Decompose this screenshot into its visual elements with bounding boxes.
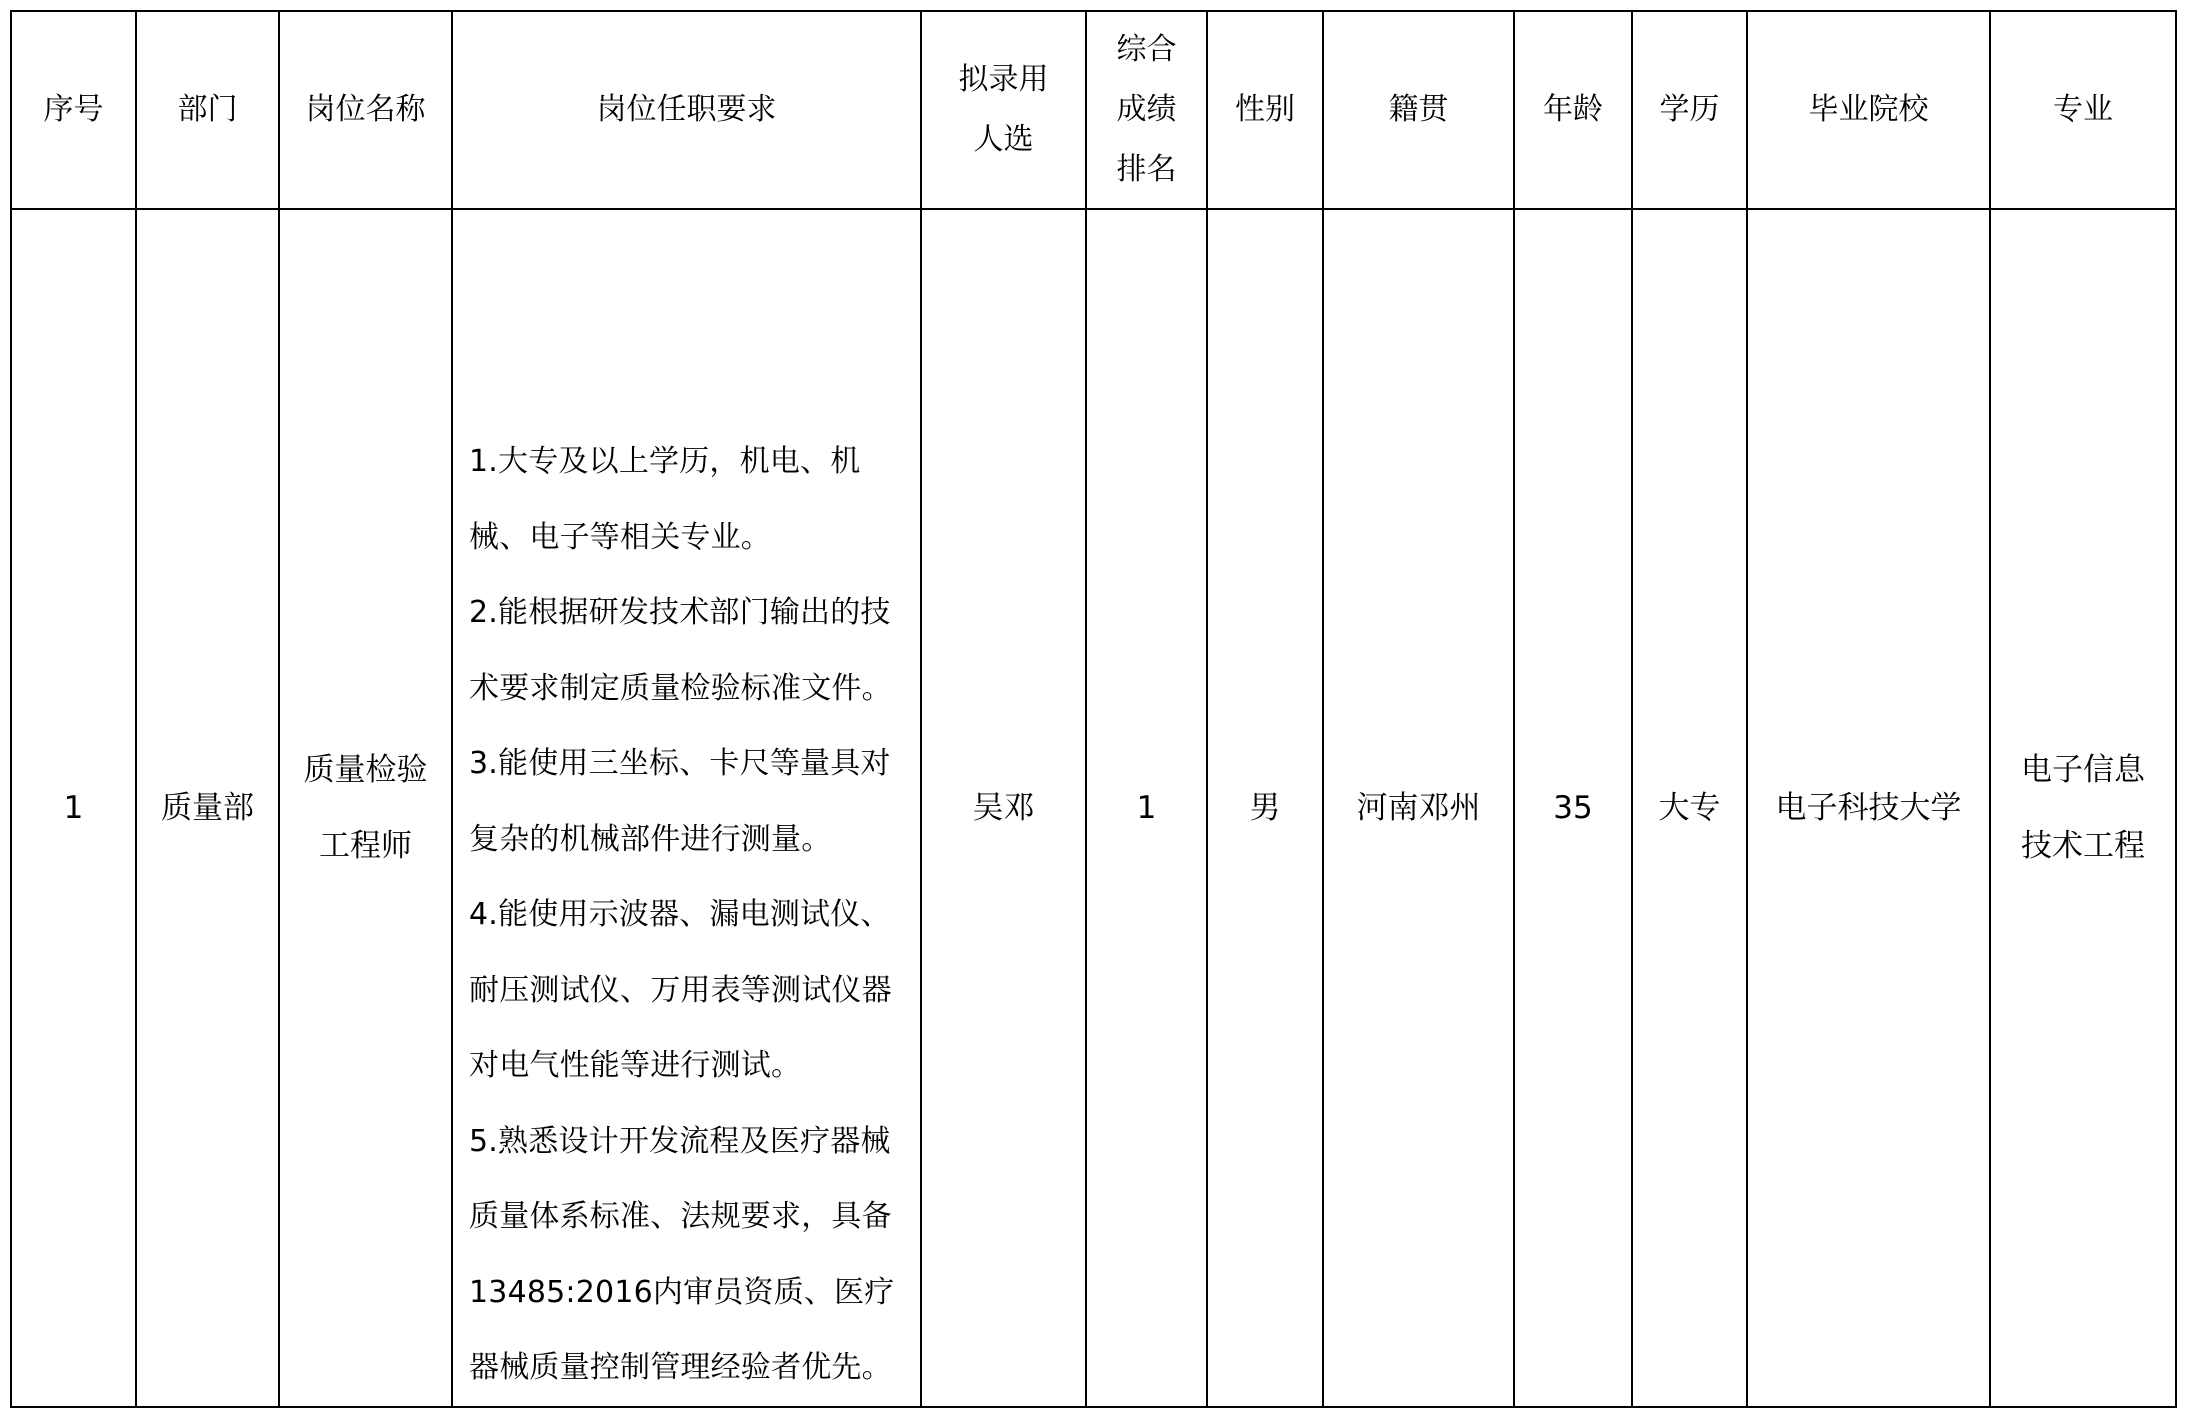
header-seq: 序号: [11, 11, 136, 209]
header-department: 部门: [136, 11, 279, 209]
header-education: 学历: [1632, 11, 1747, 209]
header-row: [11, 11, 2176, 209]
header-hometown: 籍贯: [1323, 11, 1514, 209]
requirement-item-4: 4.能使用示波器、漏电测试仪、耐压测试仪、万用表等测试仪器对电气性能等进行测试。: [469, 897, 892, 1083]
header-rank: [1086, 11, 1207, 209]
requirement-item-1: 1.大专及以上学历，机电、机械、电子等相关专业。: [469, 444, 861, 555]
header-age: 年龄: [1514, 11, 1632, 209]
table-body: [11, 209, 2176, 1407]
cell-candidate: 吴邓: [921, 209, 1086, 1407]
cell-major: [1990, 209, 2176, 1407]
cell-rank: 1: [1086, 209, 1207, 1407]
cell-age: 35: [1514, 209, 1632, 1407]
cell-hometown: 河南邓州: [1323, 209, 1514, 1407]
cell-position-label: 质量检验工程师: [303, 751, 428, 864]
table-row: [11, 209, 2176, 1407]
requirement-item-3: 3.能使用三坐标、卡尺等量具对复杂的机械部件进行测量。: [469, 746, 891, 857]
cell-seq: 1: [11, 209, 136, 1407]
cell-position: [279, 209, 452, 1407]
requirement-item-2: 2.能根据研发技术部门输出的技术要求制定质量检验标准文件。: [469, 595, 892, 706]
header-rank-label: 综合成绩排名: [1116, 32, 1177, 187]
recruitment-table: [10, 10, 2177, 1408]
header-major: 专业: [1990, 11, 2176, 209]
header-candidate-label: 拟录用人选: [958, 62, 1049, 157]
cell-gender: 男: [1207, 209, 1323, 1407]
header-candidate: [921, 11, 1086, 209]
header-school: 毕业院校: [1747, 11, 1990, 209]
cell-education: 大专: [1632, 209, 1747, 1407]
header-gender: 性别: [1207, 11, 1323, 209]
cell-requirements: [452, 209, 921, 1407]
cell-major-label: 电子信息技术工程: [2021, 751, 2145, 864]
cell-school: 电子科技大学: [1747, 209, 1990, 1407]
cell-department: 质量部: [136, 209, 279, 1407]
header-position: 岗位名称: [279, 11, 452, 209]
header-requirements: 岗位任职要求: [452, 11, 921, 209]
table-header: [11, 11, 2176, 209]
requirement-item-5: 5.熟悉设计开发流程及医疗器械质量体系标准、法规要求，具备13485:2016内审员资质、医疗器械质量控制管理经验者优先。: [469, 1123, 895, 1385]
